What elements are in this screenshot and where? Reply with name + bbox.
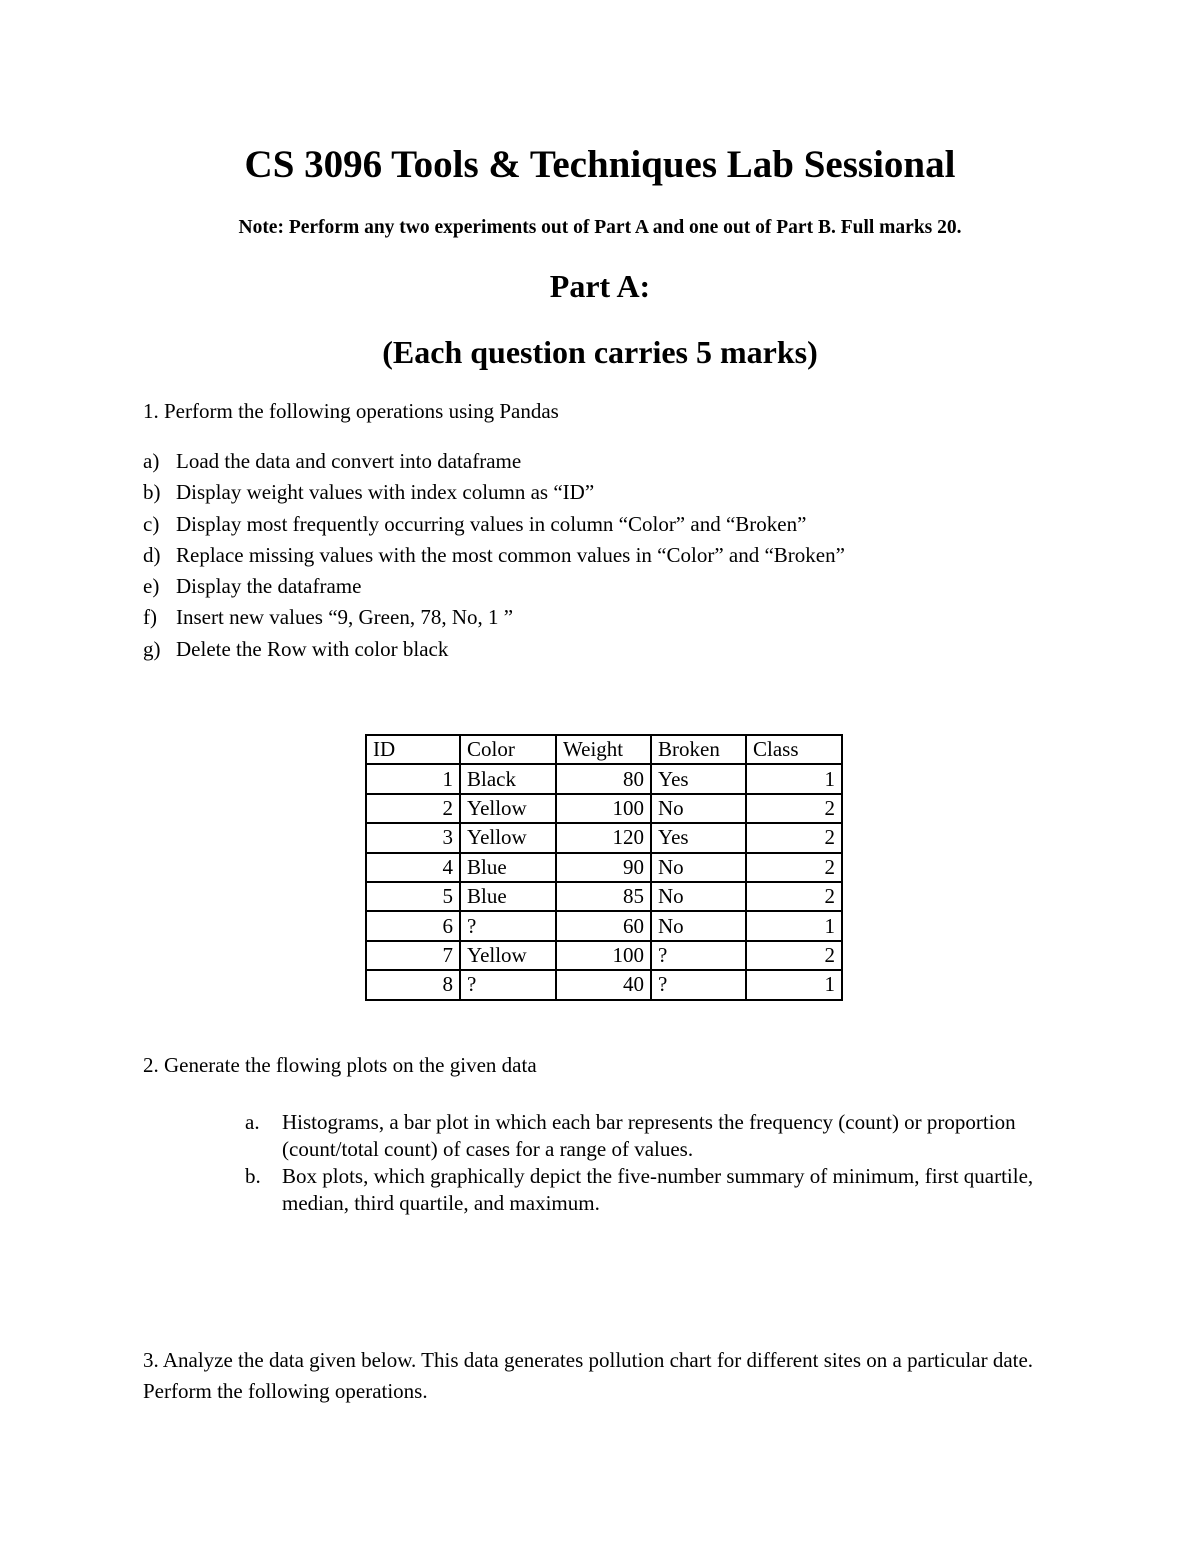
cell-id: 1 <box>366 764 460 793</box>
cell-weight: 100 <box>556 941 651 970</box>
cell-id: 2 <box>366 794 460 823</box>
table-row <box>366 794 842 823</box>
table-row <box>366 970 842 999</box>
list-item <box>245 1163 1075 1217</box>
item-label: b) <box>143 480 161 505</box>
instructions-note: Note: Perform any two experiments out of Part A and one out of Part B. Full marks 20. <box>238 217 962 238</box>
cell-color: ? <box>460 911 556 940</box>
item-text: Load the data and convert into dataframe <box>176 449 522 473</box>
table-header-row <box>366 735 842 764</box>
list-item <box>143 478 845 509</box>
item-text: Histograms, a bar plot in which each bar represents the frequency (count) or proportion (count/total count) of cases for a range of values. <box>282 1110 1016 1161</box>
table-row <box>366 882 842 911</box>
list-item <box>143 603 845 634</box>
item-text: Display most frequently occurring values in column “Color” and “Broken” <box>176 511 807 536</box>
list-item <box>143 541 845 572</box>
cell-class: 2 <box>746 941 842 970</box>
cell-class: 2 <box>746 794 842 823</box>
item-label: f) <box>143 605 157 630</box>
table-row <box>366 941 842 970</box>
list-item <box>143 572 845 603</box>
question-1-text: 1. Perform the following operations using Pandas <box>143 399 559 423</box>
column-header-class: Class <box>746 735 842 764</box>
question-2-text: 2. Generate the flowing plots on the given data <box>143 1053 537 1077</box>
document-title: CS 3096 Tools & Techniques Lab Sessional <box>244 143 956 186</box>
list-item <box>143 447 845 478</box>
cell-color: Blue <box>460 882 556 911</box>
cell-class: 1 <box>746 970 842 999</box>
cell-id: 6 <box>366 911 460 940</box>
data-table <box>365 734 843 1001</box>
cell-id: 8 <box>366 970 460 999</box>
cell-class: 1 <box>746 764 842 793</box>
cell-broken: ? <box>651 970 746 999</box>
part-a-heading: Part A: <box>549 268 651 304</box>
cell-weight: 40 <box>556 970 651 999</box>
cell-id: 3 <box>366 823 460 852</box>
cell-weight: 100 <box>556 794 651 823</box>
cell-broken: ? <box>651 941 746 970</box>
table-row <box>366 853 842 882</box>
column-header-id: ID <box>366 735 460 764</box>
cell-weight: 80 <box>556 764 651 793</box>
item-label: b. <box>245 1164 261 1188</box>
list-item <box>143 510 845 541</box>
cell-broken: No <box>651 882 746 911</box>
cell-weight: 90 <box>556 853 651 882</box>
column-header-weight: Weight <box>556 735 651 764</box>
cell-color: ? <box>460 970 556 999</box>
cell-class: 2 <box>746 853 842 882</box>
cell-broken: No <box>651 794 746 823</box>
item-label: g) <box>143 636 161 661</box>
table-row <box>366 911 842 940</box>
cell-class: 2 <box>746 882 842 911</box>
item-text: Display weight values with index column as “ID” <box>176 480 595 505</box>
cell-color: Black <box>460 764 556 793</box>
cell-color: Yellow <box>460 794 556 823</box>
question-2-subitems <box>245 1109 1075 1217</box>
cell-id: 5 <box>366 882 460 911</box>
list-item <box>143 635 845 666</box>
column-header-color: Color <box>460 735 556 764</box>
cell-weight: 60 <box>556 911 651 940</box>
cell-class: 1 <box>746 911 842 940</box>
item-label: c) <box>143 511 160 536</box>
cell-broken: Yes <box>651 764 746 793</box>
item-text: Box plots, which graphically depict the five-number summary of minimum, first quartile, median, third quartile, and maximum. <box>282 1164 1034 1215</box>
table-row <box>366 764 842 793</box>
list-item <box>245 1109 1075 1163</box>
cell-color: Yellow <box>460 823 556 852</box>
item-text: Display the dataframe <box>176 574 362 599</box>
cell-class: 2 <box>746 823 842 852</box>
question-3-text: 3. Analyze the data given below. This data generates pollution chart for different sites on a particular date. Perform the following operations. <box>143 1348 1034 1403</box>
item-label: a. <box>245 1110 260 1134</box>
cell-color: Blue <box>460 853 556 882</box>
cell-color: Yellow <box>460 941 556 970</box>
cell-id: 4 <box>366 853 460 882</box>
item-label: e) <box>143 574 160 599</box>
question-1-subitems <box>143 447 845 666</box>
column-header-broken: Broken <box>651 735 746 764</box>
cell-broken: No <box>651 853 746 882</box>
item-text: Insert new values “9, Green, 78, No, 1 ” <box>176 605 514 630</box>
cell-weight: 120 <box>556 823 651 852</box>
cell-broken: No <box>651 911 746 940</box>
item-text: Delete the Row with color black <box>176 636 449 661</box>
table-row <box>366 823 842 852</box>
item-text: Replace missing values with the most common values in “Color” and “Broken” <box>176 542 845 567</box>
cell-broken: Yes <box>651 823 746 852</box>
marks-heading: (Each question carries 5 marks) <box>382 334 818 370</box>
item-label: d) <box>143 542 161 567</box>
item-label: a) <box>143 449 160 473</box>
cell-id: 7 <box>366 941 460 970</box>
cell-weight: 85 <box>556 882 651 911</box>
